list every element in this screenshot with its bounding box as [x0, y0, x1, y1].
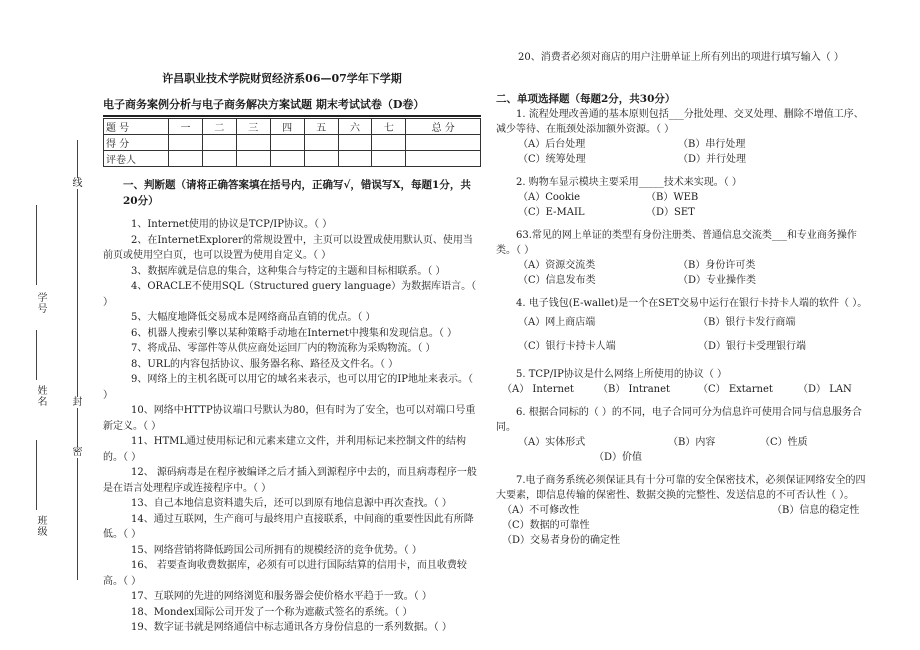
score-header-row: [104, 119, 481, 135]
mc-option-b[interactable]: （B）信息的稳定性: [772, 505, 860, 516]
col-total: 总 分: [406, 119, 481, 135]
tf-item-1: 1、Internet使用的协议是TCP/IP协议。（ ）: [131, 219, 333, 230]
row-label: 题 号: [104, 119, 169, 135]
mc-option-b[interactable]: （B） Intranet: [598, 384, 671, 395]
true-false-list: [103, 217, 481, 636]
section-2-heading: 二、单项选择题（每题2分，共30分）: [496, 93, 676, 105]
mc-option-d[interactable]: （D）专业操作类: [678, 275, 757, 286]
tf-item-4: 4、ORACLE不使用SQL（Structured guery language）为数据库语言。（ ）: [103, 281, 477, 308]
mc-option-d[interactable]: （D） LAN: [798, 384, 852, 395]
mc-option-b[interactable]: （B）内容: [668, 437, 716, 448]
mc-option-d[interactable]: （D）银行卡受理银行端: [698, 341, 807, 352]
mc-option-d[interactable]: （D）交易者身份的确定性: [502, 535, 621, 546]
mc-options: [496, 190, 868, 220]
mc-options: [496, 503, 868, 548]
class-label: 班级: [35, 515, 46, 537]
mc-option-a[interactable]: （A）实体形式: [518, 437, 586, 448]
col-6: 六: [338, 119, 372, 135]
mc-option-d[interactable]: （D）SET: [646, 207, 695, 218]
grader-cell[interactable]: [406, 151, 481, 167]
grader-cell[interactable]: [372, 151, 406, 167]
mc-option-a[interactable]: （A） Internet: [502, 384, 574, 395]
tf-item-10: 10、网络中HTTP协议端口号默认为80，但有时为了安全，也可以对端口号重新定义。（ ）: [103, 405, 476, 432]
mc-options: [496, 137, 868, 167]
mc-option-a[interactable]: （A）不可修改性: [502, 505, 580, 516]
row-label: 评卷人: [104, 151, 169, 167]
exam-title: 电子商务案例分析与电子商务解决方案试题 期末考试试卷（D卷）: [103, 96, 481, 117]
mc-option-c[interactable]: （C）数据的可靠性: [502, 520, 590, 531]
score-cell[interactable]: [270, 135, 304, 151]
grader-cell[interactable]: [270, 151, 304, 167]
score-cell[interactable]: [202, 135, 236, 151]
col-4: 四: [270, 119, 304, 135]
binding-mark-line: 线: [72, 178, 83, 189]
score-row: [104, 135, 481, 151]
col-2: 二: [202, 119, 236, 135]
tf-item-9: 9、网络上的主机名既可以用它的域名来表示，也可以用它的IP地址来表示。（ ）: [103, 374, 474, 401]
score-cell[interactable]: [169, 135, 203, 151]
grader-cell[interactable]: [169, 151, 203, 167]
mc-option-c[interactable]: （C）性质: [760, 437, 808, 448]
grader-cell[interactable]: [202, 151, 236, 167]
mc-option-b[interactable]: （B）串行处理: [678, 139, 746, 150]
tf-item-14: 14、通过互联网，生产商可与最终用户直接联系，中间商的重要性因此有所降低。（ ）: [103, 513, 474, 540]
tf-item-12: 12、 源码病毒是在程序被编译之后才插入到源程序中去的，而且病毒程序一般是在语言处理程序或连接程序中。（ ）: [103, 467, 477, 494]
mc-option-a[interactable]: （A）网上商店端: [518, 317, 596, 328]
score-table: [103, 118, 481, 167]
mc-option-b[interactable]: （B）WEB: [646, 192, 699, 203]
tf-item-19: 19、数字证书就是网络通信中标志通讯各方身份信息的一系列数据。（ ）: [131, 622, 452, 633]
section-1-heading: 一、判断题（请将正确答案填在括号内，正确写√，错误写X，每题1分，共20分）: [123, 179, 471, 207]
mc-option-b[interactable]: （B）银行卡发行商端: [698, 317, 796, 328]
tf-item-13: 13、自己本地信息资料遗失后，还可以到原有地信息源中再次查找。（ ）: [131, 498, 452, 509]
student-id-blank[interactable]: [36, 205, 37, 285]
mc-stem: 1. 流程处理改善通的基本原则包括___分批处理、交叉处理、删除不增值工序、减少等待、在瓶颈处添加额外资源。（ ）: [496, 109, 864, 135]
mc-stem: 63.常见的网上单证的类型有身份注册类、普通信息交流类___和专业商务操作类。（ ）: [496, 230, 857, 256]
mc-option-a[interactable]: （A）Cookie: [518, 192, 581, 203]
tf-item-2: 2、在InternetExplorer的常规设置中，主页可以设置成使用默认页、使用当前页或使用空白页，也可以设置为使用自定义。（ ）: [103, 234, 473, 261]
tf-item-5: 5、大幅度地降低交易成本是网络商品直销的优点。（ ）: [131, 312, 376, 323]
mc-question-5: [496, 367, 868, 397]
col-3: 三: [236, 119, 270, 135]
mc-question-1: [496, 107, 868, 167]
left-column: [103, 70, 481, 636]
mc-stem: 4. 电子钱包(E-wallet)是一个在SET交易中运行在银行卡持卡人端的软件（ ）。: [516, 298, 868, 309]
binding-mark-seal: 封: [72, 397, 83, 408]
student-id-label: 学号: [35, 292, 46, 314]
grader-row: [104, 151, 481, 167]
mc-option-c[interactable]: （C）统筹处理: [518, 154, 586, 165]
score-cell[interactable]: [372, 135, 406, 151]
grader-cell[interactable]: [304, 151, 338, 167]
mc-options: [496, 311, 868, 359]
grader-cell[interactable]: [338, 151, 372, 167]
mc-option-c[interactable]: （C）信息发布类: [518, 275, 596, 286]
school-title: 许昌职业技术学院财贸经济系06—07学年下学期: [162, 72, 402, 85]
mc-options: [496, 258, 868, 288]
score-cell[interactable]: [236, 135, 270, 151]
binding-line: [77, 140, 78, 580]
tf-item-17: 17、互联网的先进的网络浏览和服务器会使价格水平趋于一致。（ ）: [131, 591, 432, 602]
mc-question-2: [496, 175, 868, 220]
score-cell[interactable]: [338, 135, 372, 151]
col-1: 一: [169, 119, 203, 135]
tf-item-15: 15、网络营销将降低跨国公司所拥有的规模经济的竞争优势。（ ）: [131, 544, 422, 556]
mc-stem: 6. 根据合同标的（ ）的不同，电子合同可分为信息许可使用合同与信息服务合同。: [496, 407, 862, 433]
mc-option-c[interactable]: （C） Extarnet: [698, 384, 773, 395]
mc-option-d[interactable]: （D）并行处理: [678, 154, 747, 165]
mc-options: [496, 382, 868, 397]
mc-option-c[interactable]: （C）银行卡持卡人端: [518, 341, 616, 352]
mc-option-d[interactable]: （D）价值: [594, 452, 643, 463]
tf-item-7: 7、将成品、零部件等从供应商处运回厂内的物流称为采购物流。（ ）: [131, 343, 436, 354]
mc-question-6: [496, 405, 868, 465]
tf-item-20: 20、消费者必须对商店的用户注册单证上所有列出的项进行填写输入（ ）: [518, 52, 844, 63]
mc-question-7: [496, 473, 868, 548]
mc-option-a[interactable]: （A）资源交流类: [518, 260, 596, 271]
mc-option-a[interactable]: （A）后台处理: [518, 139, 586, 150]
score-cell[interactable]: [406, 135, 481, 151]
mc-option-b[interactable]: （B）身份许可类: [678, 260, 756, 271]
binding-mark-secret: 密: [72, 447, 83, 458]
tf-item-16: 16、 若要查询收费数据库，必须有可以进行国际结算的信用卡，而且收费较高。（ ）: [103, 560, 467, 587]
mc-stem: 2. 购物车显示模块主要采用_____技术来实现。（ ）: [516, 177, 742, 188]
right-column: [496, 50, 868, 548]
name-label: 姓名: [35, 385, 46, 407]
score-cell[interactable]: [304, 135, 338, 151]
tf-item-11: 11、HTML通过使用标记和元素来建立文件，并利用标记来控制文件的结构的。（ ）: [103, 436, 466, 463]
mc-question-3: [496, 228, 868, 288]
col-7: 七: [372, 119, 406, 135]
mc-stem: 5. TCP/IP协议是什么网络上所使用的协议（ ）: [516, 369, 727, 380]
mc-question-4: [496, 296, 868, 359]
mc-stem: 7.电子商务系统必须保证具有十分可靠的安全保密技术，必须保证网络安全的四大要素，即信息传输的保密性、数据交换的完整性、发送信息的不可否认性（ ）。: [496, 475, 866, 501]
tf-item-18: 18、Mondex国际公司开发了一个称为遮蔽式签名的系统。（ ）: [131, 606, 413, 618]
row-label: 得 分: [104, 135, 169, 151]
grader-cell[interactable]: [236, 151, 270, 167]
name-blank[interactable]: [36, 330, 37, 380]
mc-options: [496, 435, 868, 465]
tf-item-3: 3、数据库就是信息的集合，这种集合与特定的主题和目标相联系。（ ）: [131, 265, 446, 277]
col-5: 五: [304, 119, 338, 135]
tf-item-8: 8、URL的内容包括协议、服务器名称、路径及文件名。（ ）: [131, 358, 399, 370]
mc-option-c[interactable]: （C）E-MAIL: [518, 207, 585, 218]
class-blank[interactable]: [36, 440, 37, 510]
tf-item-6: 6、机器人搜索引擎以某种策略手动地在Internet中搜集和发现信息。（ ）: [131, 327, 458, 339]
